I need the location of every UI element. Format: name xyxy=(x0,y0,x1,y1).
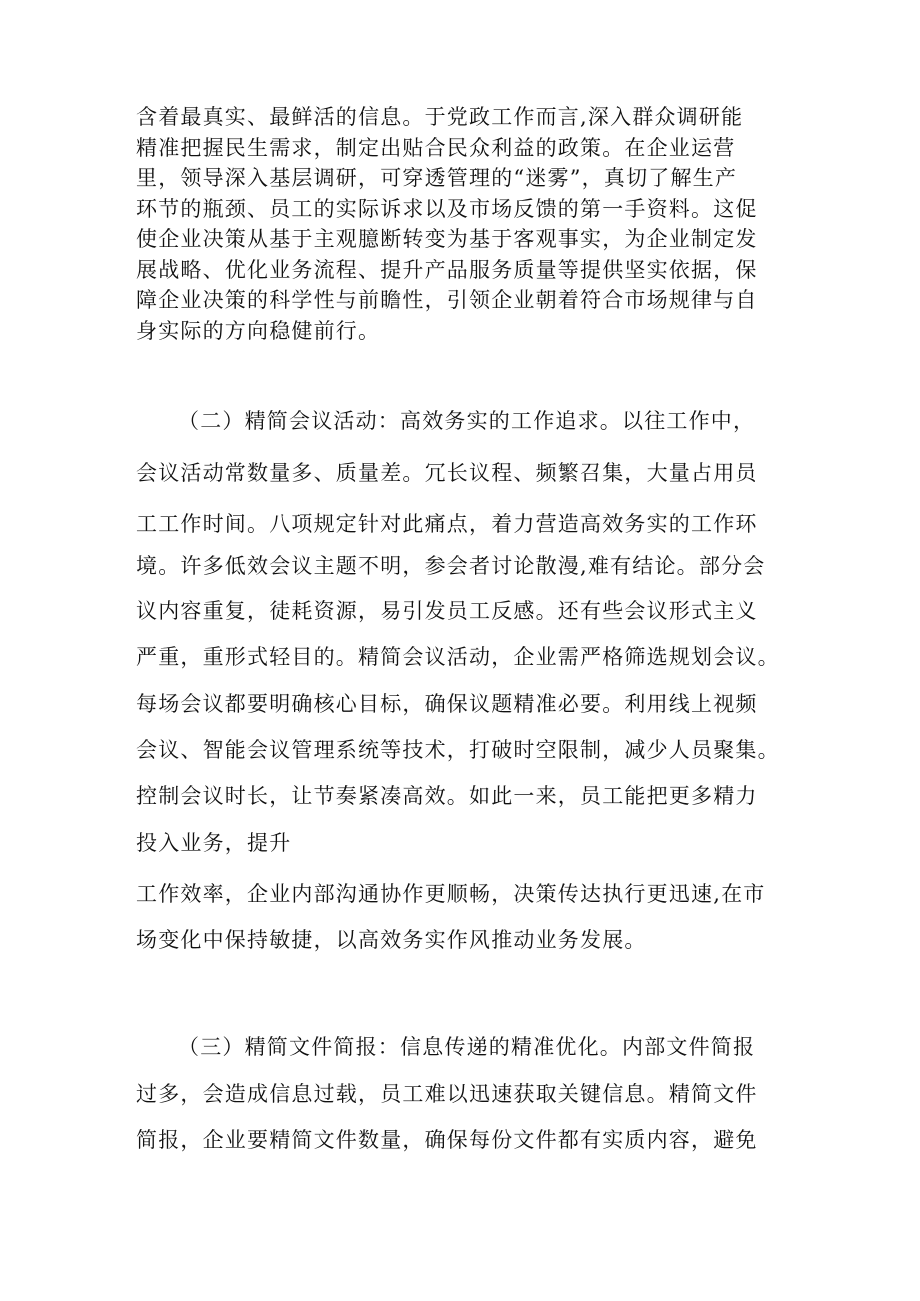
paragraph-2-line-1: （二）精简会议活动：高效务实的工作追求。以往工作中， xyxy=(178,409,756,433)
paragraph-3-line-2: 过多，会造成信息过载，员工难以迅速获取关键信息。精简文件 xyxy=(136,1082,758,1106)
paragraph-2-line-5: 议内容重复，徒耗资源，易引发员工反感。还有些会议形式主义 xyxy=(136,599,758,623)
paragraph-1-line-8: 身实际的方向稳健前行。 xyxy=(136,319,381,343)
paragraph-2-line-4: 境。许多低效会议主题不明，参会者讨论散漫,难有结论。部分会 xyxy=(136,554,766,578)
paragraph-3-line-3: 简报，企业要精简文件数量，确保每份文件都有实质内容，避免 xyxy=(136,1128,758,1152)
paragraph-1-line-5: 使企业决策从基于主观臆断转变为基于客观事实，为企业制定发 xyxy=(136,227,758,251)
paragraph-1-line-4: 环节的瓶颈、员工的实际诉求以及市场反馈的第一手资料。这促 xyxy=(136,197,758,221)
paragraph-2-line-7: 每场会议都要明确核心目标，确保议题精准必要。利用线上视频 xyxy=(136,692,758,716)
paragraph-2-line-9: 控制会议时长，让节奏紧凑高效。如此一来，员工能把更多精力 xyxy=(136,784,758,808)
paragraph-2-line-12: 场变化中保持敏捷，以高效务实作风推动业务发展。 xyxy=(136,928,647,952)
paragraph-2-line-2: 会议活动常数量多、质量差。冗长议程、频繁召集，大量占用员 xyxy=(136,461,758,485)
paragraph-2-line-8: 会议、智能会议管理系统等技术，打破时空限制，减少人员聚集。 xyxy=(136,738,780,762)
paragraph-2-line-3: 工工作时间。八项规定针对此痛点，着力营造高效务实的工作环 xyxy=(136,512,758,536)
paragraph-1-line-7: 障企业决策的科学性与前瞻性，引领企业朝着符合市场规律与自 xyxy=(136,288,758,312)
paragraph-2-line-11: 工作效率，企业内部沟通协作更顺畅，决策传达执行更迅速,在市 xyxy=(136,882,766,906)
paragraph-1-line-6: 展战略、优化业务流程、提升产品服务质量等提供坚实依据，保 xyxy=(136,258,758,282)
paragraph-1-line-3: 里，领导深入基层调研，可穿透管理的“迷雾”，真切了解生产 xyxy=(136,166,738,190)
paragraph-2-line-6: 严重，重形式轻目的。精简会议活动，企业需严格筛选规划会议。 xyxy=(136,645,780,669)
paragraph-2-line-10: 投入业务，提升 xyxy=(136,831,292,855)
paragraph-1-line-2: 精准把握民生需求，制定出贴合民众利益的政策。在企业运营 xyxy=(136,136,736,160)
paragraph-3-line-1: （三）精简文件简报：信息传递的精准优化。内部文件简报 xyxy=(178,1035,756,1059)
paragraph-1-line-1: 含着最真实、最鲜活的信息。于党政工作而言,深入群众调研能 xyxy=(136,105,744,129)
